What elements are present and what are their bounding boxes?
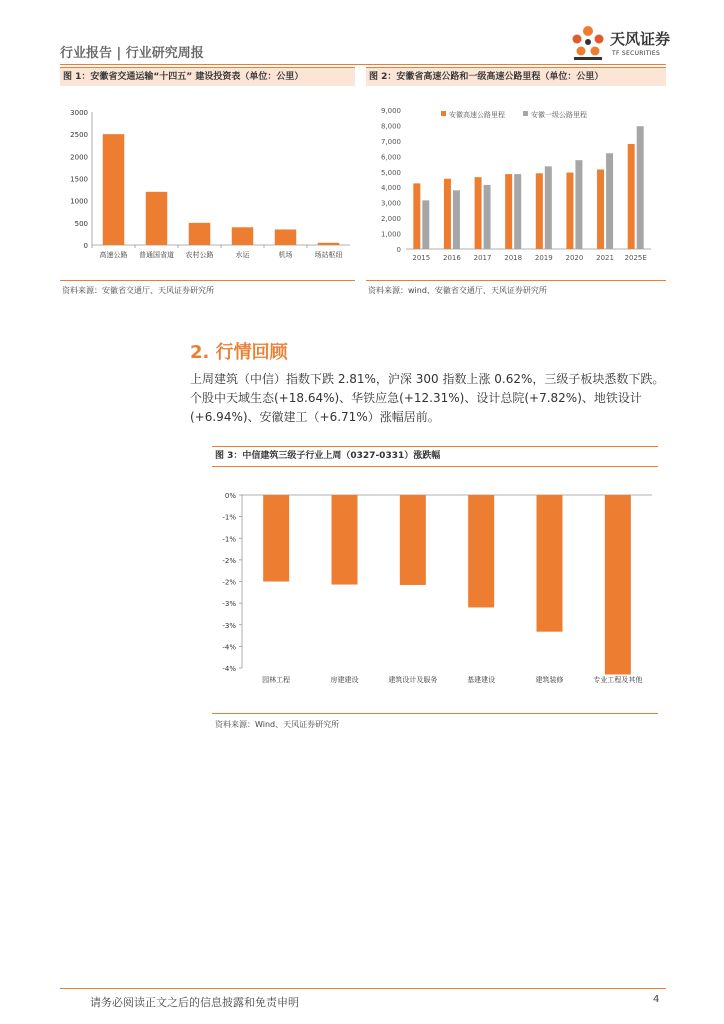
fig2-xtick-label: 2025E	[624, 254, 647, 262]
fig2-xtick-label: 2015	[412, 254, 431, 262]
fig1-bar	[103, 134, 125, 245]
fig2-bar-firstclass	[545, 166, 552, 249]
fig2-xtick-label: 2017	[473, 254, 492, 262]
fig3-ytick-label: -1%	[222, 535, 236, 544]
fig1-source: 资料来源：安徽省交通厅、天风证券研究所	[62, 286, 214, 295]
fig2-legend-label: 安徽一级公路里程	[531, 111, 587, 119]
fig2-bar-firstclass	[606, 153, 613, 249]
fig2-bar-highway	[628, 144, 635, 249]
fig1-xtick-label: 水运	[235, 251, 250, 259]
fig1-xtick-label: 普通国省道	[139, 251, 174, 259]
fig3-xtick-label: 建筑装修	[535, 676, 564, 684]
fig3-bar	[400, 495, 426, 585]
fig2-bar-highway	[566, 173, 573, 249]
fig2-bar-highway	[475, 177, 482, 249]
fig1-bar	[275, 229, 297, 245]
fig3-bar	[605, 495, 631, 674]
fig2-chart	[366, 100, 666, 270]
fig2-xtick-label: 2016	[443, 254, 461, 262]
fig1-ytick-label: 0	[83, 242, 88, 250]
fig2-ytick-label: 1,000	[380, 230, 401, 239]
logo-text-cn: 天风证券	[610, 30, 671, 48]
fig3-ytick-label: -3%	[222, 600, 236, 609]
fig1-ytick-label: 2500	[70, 131, 88, 140]
fig3-xtick-label: 基建建设	[467, 676, 496, 684]
fig3-bottom-rule	[212, 713, 658, 714]
fig2-bar-highway	[505, 174, 512, 249]
fig1-bar	[318, 243, 340, 245]
fig3-ytick-label: -3%	[222, 621, 236, 630]
fig2-legend-swatch	[523, 111, 528, 116]
fig2-source: 资料来源：wind、安徽省交通厅、天风证券研究所	[368, 286, 547, 295]
fig3-source: 资料来源：Wind、天风证券研究所	[215, 720, 340, 729]
fig2-bar-highway	[597, 169, 604, 249]
fig2-xtick-label: 2018	[504, 254, 523, 262]
fig3-ytick-label: -1%	[222, 513, 236, 522]
section-title: 2. 行情回顾	[190, 342, 288, 363]
fig2-ytick-label: 7,000	[380, 137, 401, 146]
page-number: 4	[653, 994, 660, 1005]
fig3-ytick-label: -2%	[222, 578, 236, 587]
fig1-ytick-label: 1000	[70, 197, 88, 206]
fig3-title-underline	[212, 466, 658, 467]
fig2-ytick-label: 9,000	[380, 107, 401, 115]
flower-logo-icon	[568, 22, 608, 62]
fig3-bar	[263, 495, 289, 582]
fig1-ytick-label: 3000	[70, 109, 88, 117]
fig2-title: 图 2：安徽省高速公路和一级高速公路里程（单位：公里）	[366, 68, 666, 86]
fig3-ytick-label: -2%	[222, 556, 236, 565]
report-header-title: 行业报告 | 行业研究周报	[60, 46, 204, 61]
fig2-ytick-label: 3,000	[380, 199, 401, 208]
fig2-legend-swatch	[441, 111, 446, 116]
logo-text-en: TF SECURITIES	[612, 50, 661, 57]
fig3-ytick-label: -4%	[222, 665, 236, 673]
fig1-title: 图 1：安徽省交通运输“十四五” 建设投资表（单位：公里）	[60, 68, 355, 86]
fig2-ytick-label: 0	[396, 246, 401, 254]
fig1-xtick-label: 机场	[278, 251, 293, 259]
fig3-xtick-label: 房建建设	[330, 676, 359, 684]
fig2-legend-label: 安徽高速公路里程	[449, 111, 505, 119]
fig1-chart	[60, 100, 355, 270]
fig3-bar	[332, 495, 358, 585]
fig2-xtick-label: 2019	[534, 254, 553, 262]
fig2-ytick-label: 2,000	[380, 215, 401, 224]
fig2-bar-firstclass	[637, 126, 644, 249]
fig1-ytick-label: 500	[74, 219, 88, 228]
fig3-ytick-label: -4%	[222, 643, 236, 652]
fig3-xtick-label: 建筑设计及服务	[388, 676, 438, 684]
footer-disclaimer: 请务必阅读正文之后的信息披露和免责申明	[90, 996, 299, 1009]
fig3-bar	[468, 495, 494, 607]
footer-divider	[60, 988, 666, 989]
fig2-bar-highway	[413, 183, 420, 249]
fig2-xtick-label: 2020	[565, 254, 584, 262]
fig3-xtick-label: 专业工程及其他	[593, 676, 643, 684]
fig3-xtick-label: 园林工程	[262, 676, 291, 684]
fig1-bar	[189, 223, 211, 245]
fig2-ytick-label: 6,000	[380, 153, 401, 162]
section-paragraph: 上周建筑（中信）指数下跌 2.81%，沪深 300 指数上涨 0.62%，三级子板块悉数下跌。个股中天域生态(+18.64%)、华铁应急(+12.31%)、设计总院(+7.82%)、地铁设计(+6.94%)、安徽建工（+6.71%）涨幅居前。	[190, 372, 665, 424]
fig1-bar	[232, 227, 254, 245]
company-logo	[568, 22, 672, 62]
fig2-bar-highway	[536, 173, 543, 249]
fig2-bottom-rule	[366, 280, 666, 281]
fig2-ytick-label: 4,000	[380, 184, 401, 193]
fig3-bar	[537, 495, 563, 632]
fig2-xtick-label: 2021	[596, 254, 614, 262]
fig1-xtick-label: 农村公路	[185, 251, 214, 259]
fig2-bar-firstclass	[453, 190, 460, 249]
header-divider	[60, 64, 666, 65]
fig2-bar-highway	[444, 179, 451, 249]
fig1-xtick-label: 高速公路	[99, 251, 128, 259]
fig1-bar	[146, 192, 168, 245]
fig3-chart	[212, 480, 658, 700]
fig2-ytick-label: 8,000	[380, 122, 401, 131]
fig2-bar-firstclass	[422, 200, 429, 249]
fig2-bar-firstclass	[484, 185, 491, 249]
fig1-bottom-rule	[60, 280, 355, 281]
fig1-xtick-label: 场站枢纽	[314, 251, 343, 259]
fig2-bar-firstclass	[514, 174, 521, 249]
fig3-title: 图 3：中信建筑三级子行业上周（0327-0331）涨跌幅	[215, 451, 441, 461]
fig2-ytick-label: 5,000	[380, 168, 401, 177]
fig2-bar-firstclass	[575, 160, 582, 249]
fig1-ytick-label: 2000	[70, 153, 88, 162]
fig3-ytick-label: 0%	[224, 492, 236, 500]
fig1-ytick-label: 1500	[70, 175, 88, 184]
